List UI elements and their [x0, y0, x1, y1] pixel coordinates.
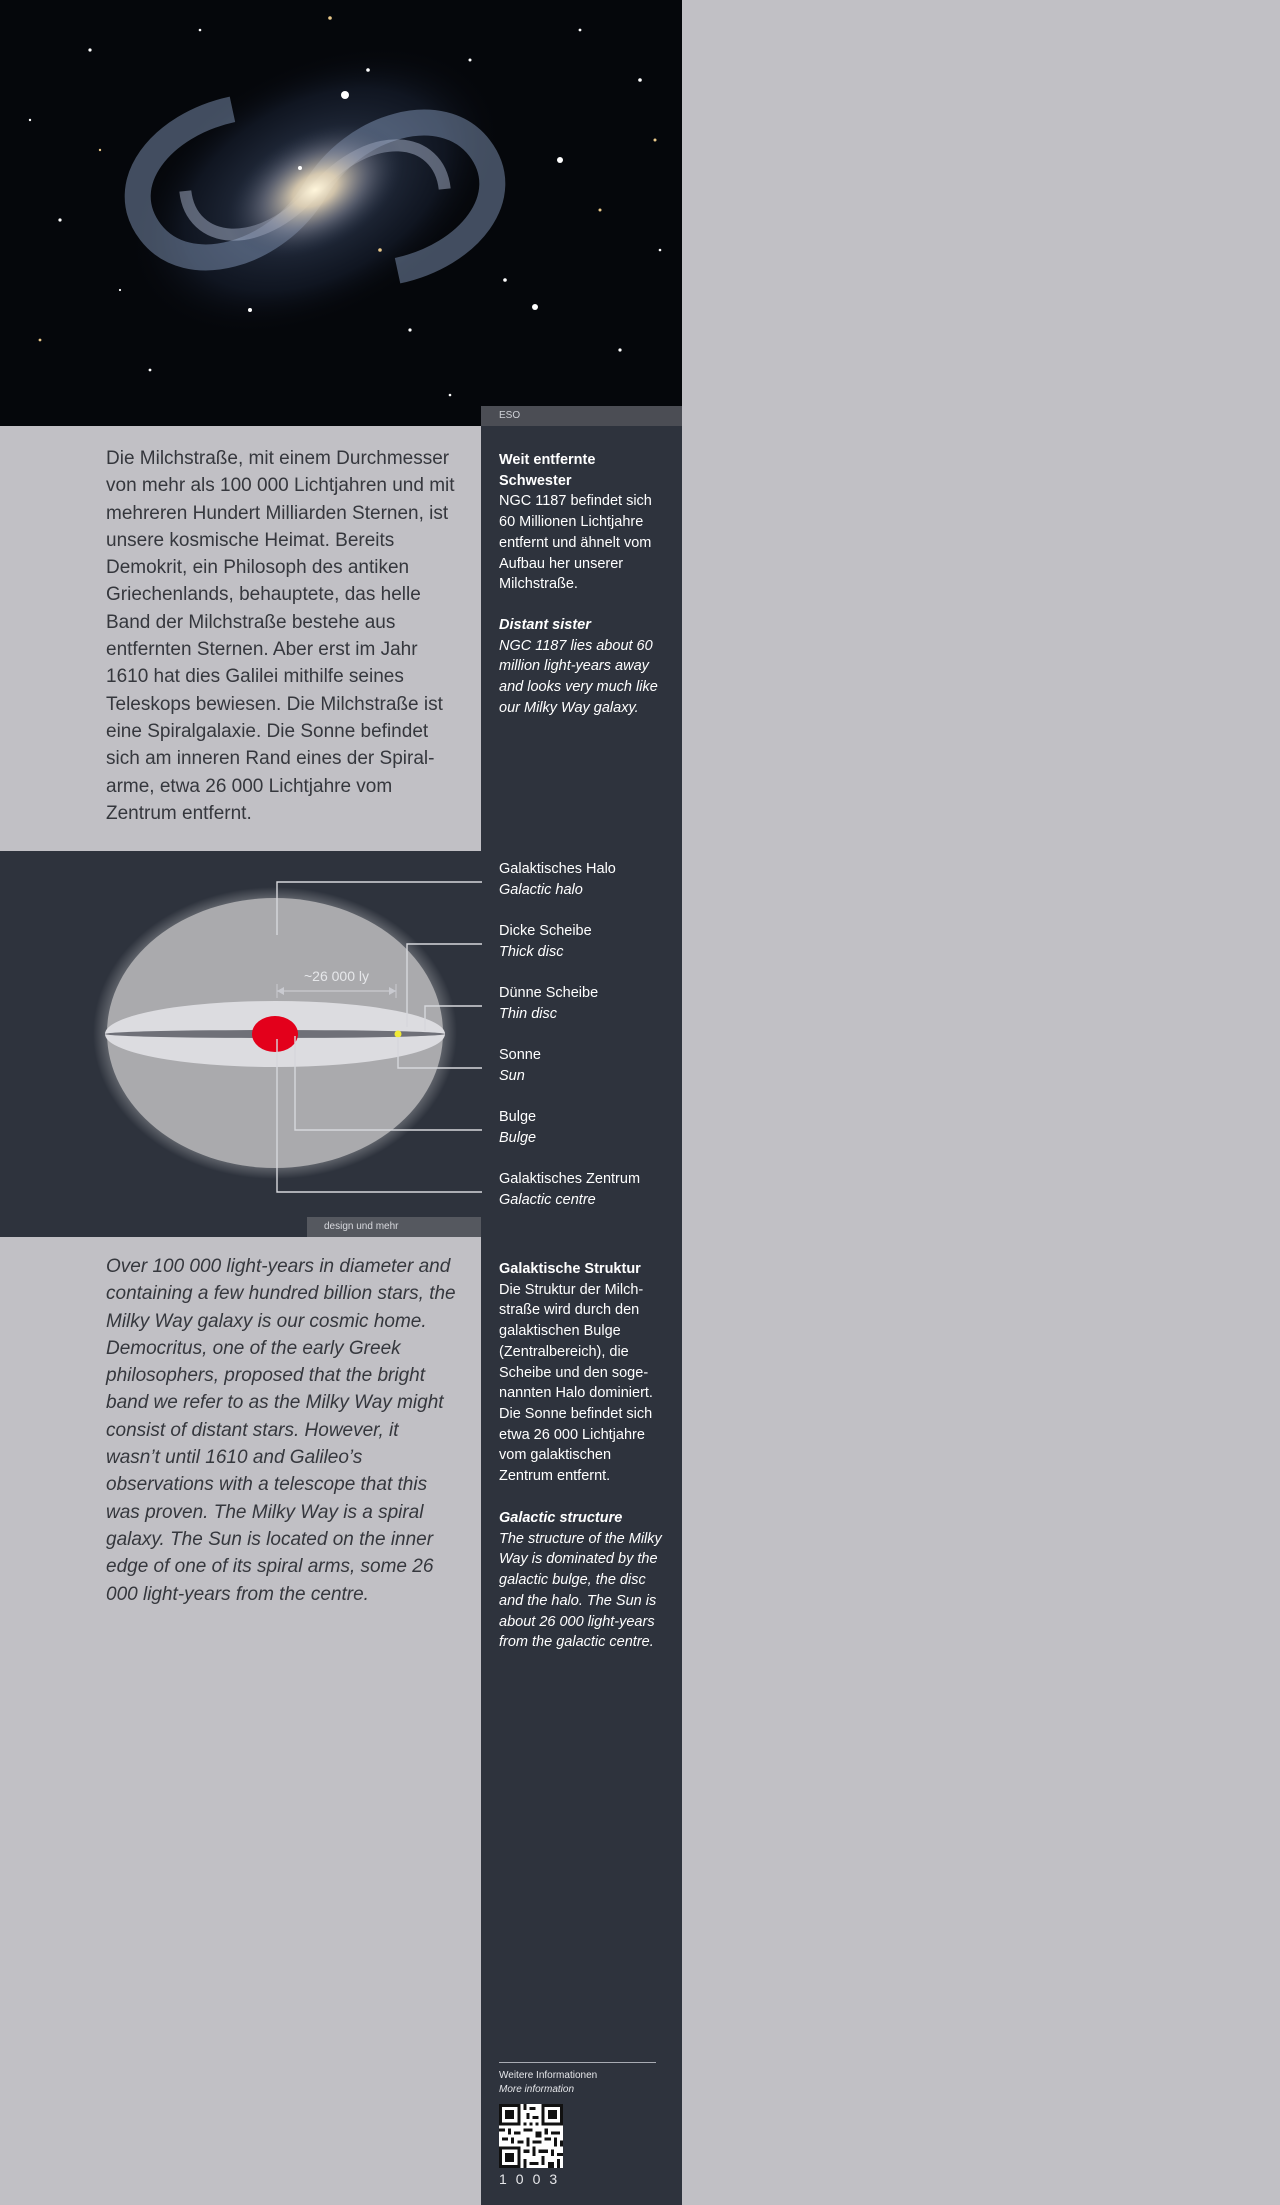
label-thin-disc	[499, 983, 669, 1024]
diagram-credit: design und mehr	[324, 1221, 399, 1232]
distance-label: ~26 000 ly	[304, 968, 369, 984]
exhibit-code: 1003	[499, 2171, 567, 2187]
label-de: Dicke Scheibe	[499, 923, 592, 939]
label-sun	[499, 1045, 669, 1086]
label-en: Bulge	[499, 1129, 537, 1146]
distant-sister-title-de: Weit entfernte Schwester	[499, 452, 596, 489]
label-en: Galactic centre	[499, 1191, 596, 1208]
distant-sister-info	[499, 450, 664, 595]
label-de: Galaktisches Halo	[499, 861, 616, 877]
label-thick-disc	[499, 921, 669, 962]
label-bulge	[499, 1107, 669, 1148]
label-en: Sun	[499, 1067, 525, 1084]
ngc1187-image	[0, 0, 682, 426]
label-galactic-centre	[499, 1169, 669, 1210]
galaxy-photo	[0, 0, 682, 426]
galactic-structure-info-en	[499, 1508, 664, 1653]
label-de: Bulge	[499, 1109, 537, 1125]
sun-marker	[395, 1031, 402, 1038]
distant-sister-text-en: NGC 1187 lies about 60 million light-years away and looks very much like our Milky Way galaxy.	[499, 637, 658, 716]
intro-text-german: Die Milchstraße, mit einem Durchmesser von mehr als 100 000 Lichtjahren und mit mehreren Hundert Milliarden Sternen, ist unsere kosmische Heimat. Bereits Demokrit, ein Philosoph des antiken Griechenlands, behauptete, das helle Band der Milchstraße bestehe aus entfernten Sternen. Aber erst im Jahr 1610 hat dies Galilei mithilfe seines Teleskops bewiesen. Die Milchstraße ist eine Spiralgalaxie. Die Sonne befindet sich am inneren Rand eines der Spiralarme, etwa 26 000 Lichtjahre vom Zentrum entfernt.	[106, 448, 455, 824]
galactic-structure-info	[499, 1259, 664, 1487]
galactic-structure-text-de: Die Struktur der Milchstraße wird durch den galaktischen Bulge (Zentralbereich), die Scheibe und den sogenannten Halo dominiert. Die Sonne befindet sich etwa 26 000 Lichtjahre vom galaktischen Zentrum entfernt.	[499, 1281, 653, 1485]
footer-divider	[499, 2062, 656, 2063]
more-info-label-en: More information	[499, 2084, 575, 2095]
photo-credit-bar	[481, 406, 682, 426]
galactic-structure-text-en: The structure of the Milky Way is dominated by the galactic bulge, the disc and the halo. The Sun is about 26 000 light-years from the galactic centre.	[499, 1530, 662, 1651]
diagram-credit-bar	[307, 1217, 481, 1237]
label-de: Sonne	[499, 1047, 541, 1063]
label-en: Galactic halo	[499, 881, 583, 898]
distant-sister-title-en: Distant sister	[499, 617, 591, 633]
label-en: Thick disc	[499, 943, 564, 960]
galactic-structure-title-en: Galactic structure	[499, 1510, 623, 1526]
label-galactic-halo	[499, 859, 669, 900]
label-en: Thin disc	[499, 1005, 558, 1022]
qr-code-icon[interactable]	[499, 2104, 563, 2168]
photo-credit: ESO	[499, 410, 521, 421]
bulge	[252, 1016, 298, 1052]
galactic-structure-title-de: Galaktische Struktur	[499, 1261, 641, 1277]
intro-text-english: Over 100 000 light-years in diameter and containing a few hundred billion stars, the Milky Way galaxy is our cosmic home. Democritus, one of the early Greek philosophers, proposed that the bright band we refer to as the Milky Way might consist of distant stars. However, it wasn’t until 1610 and Galileo’s observations with a telescope that this was proven. The Milky Way is a spiral galaxy. The Sun is located on the inner edge of one of its spiral arms, some 26 000 light-years from the centre.	[106, 1256, 456, 1605]
label-de: Galaktisches Zentrum	[499, 1171, 641, 1187]
distant-sister-text-de: NGC 1187 befindet sich 60 Millionen Lichtjahre entfernt und ähnelt vom Aufbau her unserer Milchstraße.	[499, 493, 652, 593]
more-info-label-de: Weitere Informationen	[499, 2070, 598, 2081]
distant-sister-info-en	[499, 615, 664, 719]
label-de: Dünne Scheibe	[499, 985, 599, 1001]
